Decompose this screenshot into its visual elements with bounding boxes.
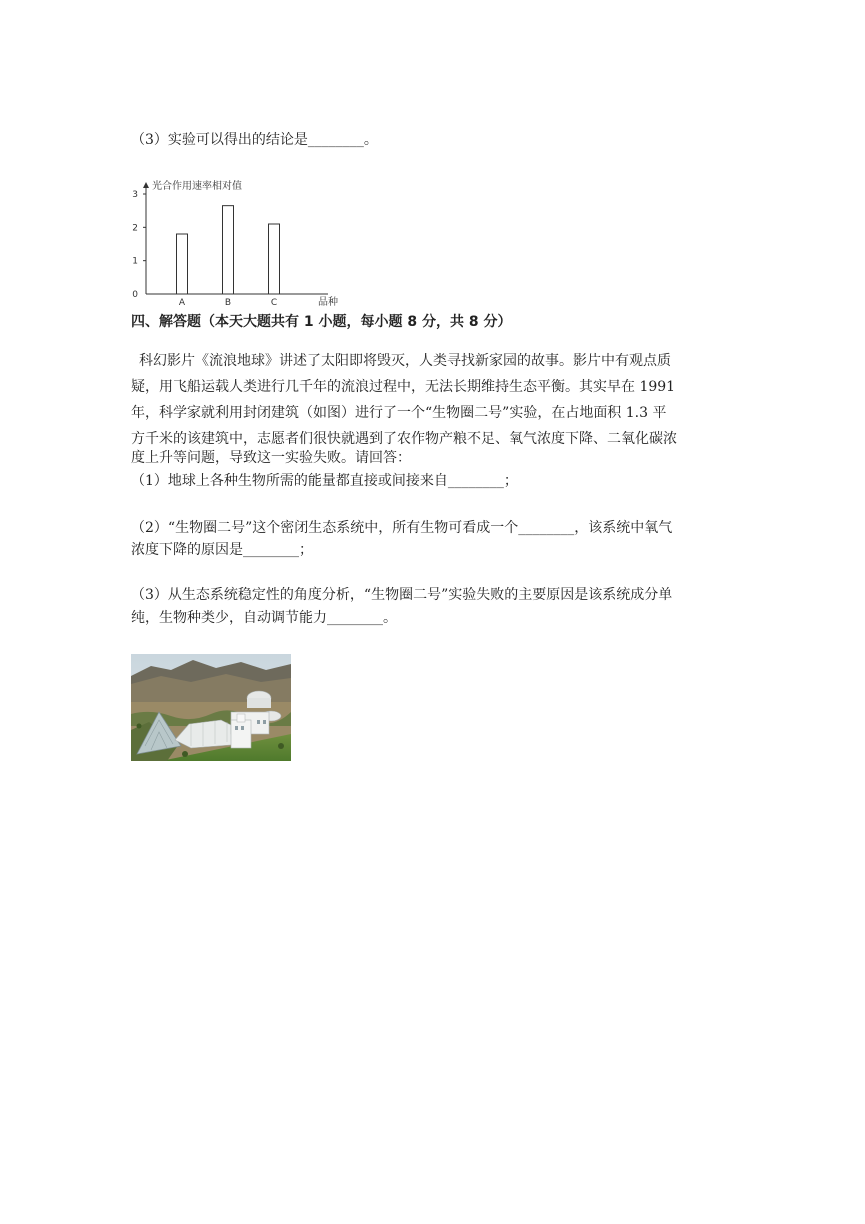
passage-line-4: 方千米的该建筑中，志愿者们很快就遇到了农作物产粮不足、氧气浓度下降、二氧化碳浓 bbox=[131, 431, 677, 447]
bar-a bbox=[177, 234, 188, 294]
biosphere-2-photo bbox=[131, 654, 291, 761]
y-tick-label: 3 bbox=[132, 190, 138, 200]
question-2-line-1: （2）“生物圈二号”这个密闭生态系统中，所有生物可看成一个________，该系统中氧气 bbox=[131, 520, 673, 536]
x-tick-label: B bbox=[224, 298, 232, 306]
bar-c bbox=[269, 224, 280, 294]
question-1: （1）地球上各种生物所需的能量都直接或间接来自________； bbox=[131, 473, 518, 489]
x-axis-label: 品种 bbox=[318, 297, 338, 306]
question-3-conclusion: （3）实验可以得出的结论是________。 bbox=[131, 132, 378, 148]
question-2-line-2: 浓度下降的原因是________； bbox=[131, 542, 313, 558]
passage-line-1: 科幻影片《流浪地球》讲述了太阳即将毁灭，人类寻找新家园的故事。影片中有观点质 bbox=[139, 353, 671, 369]
bar-chart bbox=[128, 176, 358, 306]
section-heading: 四、解答题（本天大题共有 1 小题，每小题 8 分，共 8 分） bbox=[131, 314, 512, 330]
passage-line-5: 度上升等问题，导致这一实验失败。请回答： bbox=[131, 450, 411, 466]
question-3-line-2: 纯，生物种类少，自动调节能力________。 bbox=[131, 610, 397, 626]
y-axis-label: 光合作用速率相对值 bbox=[152, 181, 242, 192]
y-tick-label: 2 bbox=[132, 223, 138, 234]
x-tick-label: A bbox=[178, 298, 186, 306]
y-tick-label: 0 bbox=[132, 290, 138, 300]
y-axis-arrow bbox=[143, 182, 149, 188]
passage-line-3: 年，科学家就利用封闭建筑（如图）进行了一个“生物圈二号”实验，在占地面积 1.3 平 bbox=[131, 405, 667, 421]
bar-b bbox=[223, 206, 234, 294]
x-tick-label: C bbox=[270, 298, 278, 306]
y-tick-label: 1 bbox=[132, 256, 138, 267]
passage-line-2: 疑，用飞船运载人类进行几千年的流浪过程中，无法长期维持生态平衡。其实早在 1991 bbox=[131, 379, 676, 395]
question-3-line-1: （3）从生态系统稳定性的角度分析，“生物圈二号”实验失败的主要原因是该系统成分单 bbox=[131, 587, 673, 603]
